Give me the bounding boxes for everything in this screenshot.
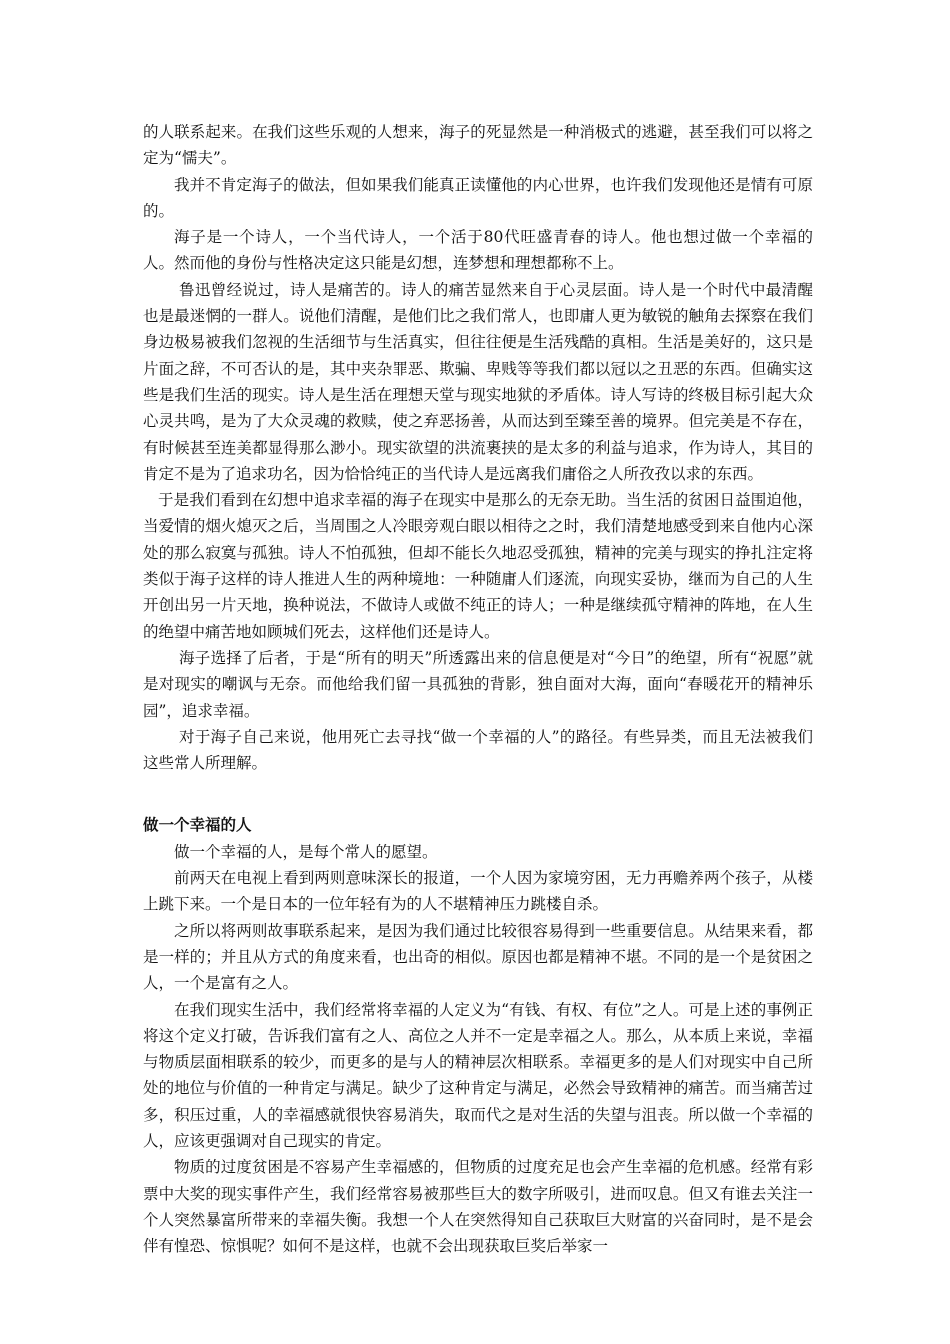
paragraph: 鲁迅曾经说过，诗人是痛苦的。诗人的痛苦显然来自于心灵层面。诗人是一个时代中最清醒也是最迷惘的一群人。说他们清醒，是他们比之我们常人，也即庸人更为敏锐的触角去探察在我们身边极易被我们忽视的生活细节与生活真实，但往往便是生活残酷的真相。生活是美好的，这只是片面之辞，不可否认的是，其中夹杂罪恶、欺骗、卑贱等等我们都以冠以之丑恶的东西。但确实这些是我们生活的现实。诗人是生活在理想天堂与现实地狱的矛盾体。诗人写诗的终极目标引起大众心灵共鸣，是为了大众灵魂的救赎，使之弃恶扬善，从而达到至臻至善的境界。但完美是不存在，有时候甚至连美都显得那么渺小。现实欲望的洪流裹挟的是太多的利益与追求，作为诗人，其目的肯定不是为了追求功名，因为恰恰纯正的当代诗人是远离我们庸俗之人所孜孜以求的东西。 [143,280,813,483]
paragraph: 物质的过度贫困是不容易产生幸福感的，但物质的过度充足也会产生幸福的危机感。经常有彩票中大奖的现实事件产生，我们经常容易被那些巨大的数字所吸引，进而叹息。但又有谁去关注一个人突然暴富所带来的幸福失衡。我想一个人在突然得知自己获取巨大财富的兴奋同时，是不是会伴有惶恐、惊惧呢？如何不是这样，也就不会出现获取巨奖后举家一 [143,1158,813,1256]
paragraph: 对于海子自己来说，他用死亡去寻找“做一个幸福的人”的路径。有些异类，而且无法被我们这些常人所理解。 [143,727,813,773]
document-page [143,119,813,1259]
paragraph: 于是我们看到在幻想中追求幸福的海子在现实中是那么的无奈无助。当生活的贫困日益围迫他，当爱情的烟火熄灭之后，当周围之人冷眼旁观白眼以相待之之时，我们清楚地感受到来自他内心深处的那么寂寞与孤独。诗人不怕孤独，但却不能长久地忍受孤独，精神的完美与现实的挣扎注定将类似于海子这样的诗人推进人生的两种境地：一种随庸人们逐流，向现实妥协，继而为自己的人生开创出另一片天地，换种说法，不做诗人或做不纯正的诗人；一种是继续孤守精神的阵地，在人生的绝望中痛苦地如顾城们死去，这样他们还是诗人。 [143,491,813,641]
paragraph: 前两天在电视上看到两则意味深长的报道，一个人因为家境穷困，无力再赡养两个孩子，从楼上跳下来。一个是日本的一位年轻有为的人不堪精神压力跳楼自杀。 [143,869,813,914]
paragraph: 我并不肯定海子的做法，但如果我们能真正读懂他的内心世界，也许我们发现他还是情有可原的。 [143,175,813,220]
section-title: 做一个幸福的人 [143,816,252,835]
paragraph: 海子选择了后者，于是“所有的明天”所透露出来的信息便是对“今日”的绝望，所有“祝愿”就是对现实的嘲讽与无奈。而他给我们留一具孤独的背影，独自面对大海，面向“春暖花开的精神乐园”，追求幸福。 [143,648,813,720]
paragraph: 做一个幸福的人，是每个常人的愿望。 [174,842,438,861]
paragraph: 在我们现实生活中，我们经常将幸福的人定义为“有钱、有权、有位”之人。可是上述的事例正将这个定义打破，告诉我们富有之人、高位之人并不一定是幸福之人。那么，从本质上来说，幸福与物质层面相联系的较少，而更多的是与人的精神层次相联系。幸福更多的是人们对现实中自己所处的地位与价值的一种肯定与满足。缺少了这种肯定与满足，必然会导致精神的痛苦。而当痛苦过多，积压过重，人的幸福感就很快容易消失，取而代之是对生活的失望与沮丧。所以做一个幸福的人，应该更强调对自己现实的肯定。 [143,1000,813,1150]
section-gap [143,776,813,802]
paragraph: 的人联系起来。在我们这些乐观的人想来，海子的死显然是一种消极式的逃避，甚至我们可以将之定为“懦夫”。 [143,123,813,168]
paragraph: 之所以将两则故事联系起来，是因为我们通过比较很容易得到一些重要信息。从结果来看，都是一样的；并且从方式的角度来看，也出奇的相似。原因也都是精神不堪。不同的是一个是贫困之人，一个是富有之人。 [143,921,813,993]
paragraph: 海子是一个诗人，一个当代诗人，一个活于80代旺盛青春的诗人。他也想过做一个幸福的人。然而他的身份与性格决定这只能是幻想，连梦想和理想都称不上。 [143,228,813,273]
